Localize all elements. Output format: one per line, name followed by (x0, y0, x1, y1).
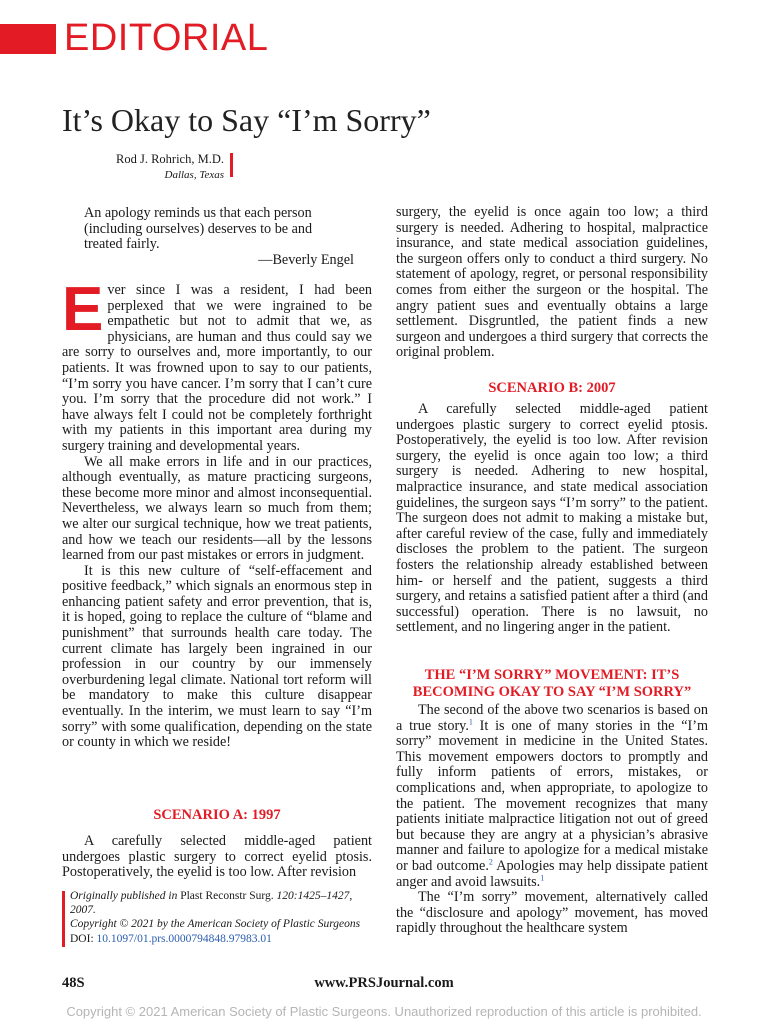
doi-link[interactable]: 10.1097/01.prs.0000794848.97983.01 (96, 932, 272, 945)
movement-text-c: Apologies may help dissipate patient anger and avoid lawsuits. (396, 857, 708, 890)
drop-cap: E (62, 275, 104, 344)
copyright-notice: Copyright © 2021 American Society of Plastic Surgeons. Unauthorized reproduction of this article is prohibited. (66, 1004, 702, 1019)
body-left-column (62, 275, 372, 751)
author-block (0, 151, 224, 183)
paragraph-3: It is this new culture of “self-effacement and positive feedback,” which signals an enormous step in enhancing patient safety and error prevention, that is, it is hoped, going to replace the culture of “blame and punishment” that surrounds health care today. The current climate has largely been ingrained in our profession in our country by our immensely overburdening legal climate. National tort reform will be mandatory to make this culture disappear eventually. In the interim, we must learn to say “I’m sorry” with some qualification, depending on the state or county in which we reside! (62, 562, 372, 751)
reference-2[interactable]: 2 (488, 857, 493, 867)
journal-url[interactable]: www.PRSJournal.com (314, 975, 454, 991)
movement-paragraph-2: The “I’m sorry” movement, alternatively called the “disclosure and apology” movement, has moved rapidly throughout the healthcare system (396, 889, 708, 937)
orig-label: Originally published in (70, 890, 178, 902)
epigraph-text: An apology reminds us that each person (including ourselves) deserves to be and treated fairly. (84, 205, 313, 253)
scenario-b-paragraph: A carefully selected middle-aged patient undergoes plastic surgery to correct eyelid ptosis. Postoperatively, the eyelid is too low. After revision surgery, the eyelid is once again too low; a third surgery is needed. Adhering to new hospital, malpractice insurance, and state medical association guidelines, the surgeon says “I’m sorry” to the patient. The surgeon does not admit to making a mistake but, after careful review of the case, fully and immediately discloses the problem to the patient. The surgeon fosters the relationship already established between him- or herself and the patient, suggests a third surgery, and retains a satisfied patient after a third (and successful) operation. There is no lawsuit, no settlement, and no lingering anger in the patient. (396, 401, 708, 636)
reference-3[interactable]: 1 (540, 872, 545, 882)
paragraph-2: We all make errors in life and in our practices, although eventually, as mature practicing surgeons, these become more minor and almost inconsequential. Nevertheless, we always learn so much from them; we alter our surgical technique, how we treat patients, and how we teach our residents—all by the lessons learned from our past mistakes or errors in judgment. (62, 453, 372, 564)
movement-section (396, 667, 708, 937)
orig-journal: Plast Reconstr Surg. (177, 890, 274, 902)
author-accent-bar (230, 153, 233, 177)
scenario-b-section (396, 380, 708, 636)
doi-label: DOI: (70, 932, 97, 945)
scenario-a-paragraph: A carefully selected middle-aged patient undergoes plastic surgery to correct eyelid ptosis. Postoperatively, the eyelid is too low. After revision (62, 833, 372, 881)
header-accent-bar (0, 24, 56, 54)
scenario-a-continued-text: surgery, the eyelid is once again too low; a third surgery is needed. Adhering to hospital, malpractice insurance, and state medical association guidelines, the surgeon offers only to conduct a third surgery. No statement of apology, regret, or personal responsibility comes from either the surgeon or the hospital. The angry patient sues and eventually obtains a large settlement. Disgruntled, the patient finds a new surgeon and undergoes a third surgery that corrects the original problem. (396, 204, 708, 361)
author-name: Rod J. Rohrich, M.D. (116, 152, 224, 166)
epigraph (84, 206, 354, 268)
scenario-b-heading: SCENARIO B: 2007 (488, 380, 616, 396)
page-number: 48S (62, 975, 85, 991)
movement-text-a: The second of the above two scenarios is based on a true story. (396, 702, 708, 734)
paragraph-1-text: ver since I was a resident, I had been perplexed that we were ingrained to be empathetic but not to admit that we, as physicians, are human and thus could say we are sorry to ourselves and, more importantly, to our patients. It was frowned upon to say to our patients, “I’m sorry you have cancer. I’m sorry that I can’t cure you. I’m sorry that the procedure did not work.” I have always felt I could not be completely forthright with my patients in this important area during my surgery training and developmental years. (62, 282, 372, 454)
reference-1[interactable]: 1 (468, 716, 473, 726)
footnote (70, 889, 380, 946)
movement-heading: THE “I’M SORRY” MOVEMENT: IT’S BECOMING OKAY TO SAY “I’M SORRY” (412, 667, 692, 700)
author-location: Dallas, Texas (164, 169, 224, 181)
section-label: EDITORIAL (64, 17, 269, 59)
scenario-a-section (62, 807, 372, 881)
orig-cite: 120:1425–1427, 2007. (70, 890, 353, 917)
epigraph-source: —Beverly Engel (258, 251, 354, 268)
scenario-a-continued (396, 205, 708, 361)
movement-paragraph-1 (396, 703, 708, 890)
scenario-a-heading: SCENARIO A: 1997 (153, 807, 281, 823)
movement-text-b: It is one of many stories in the “I’m sorry” movement in medicine in the United States. This movement empowers doctors to promptly and fully inform patients of errors, mistakes, or complications and, when appropriate, to apologize to the patient. The movement recognizes that many patients initiate malpractice litigation not out of greed but because they are angry at a physician’s abrasive manner and failure to apologize for a medical mistake or bad outcome. (396, 717, 708, 874)
copyright-line: Copyright © 2021 by the American Society of Plastic Surgeons (70, 918, 361, 931)
paragraph-intro (62, 275, 372, 455)
article-title: It’s Okay to Say “I’m Sorry” (62, 102, 431, 138)
footnote-accent-bar (62, 891, 65, 947)
